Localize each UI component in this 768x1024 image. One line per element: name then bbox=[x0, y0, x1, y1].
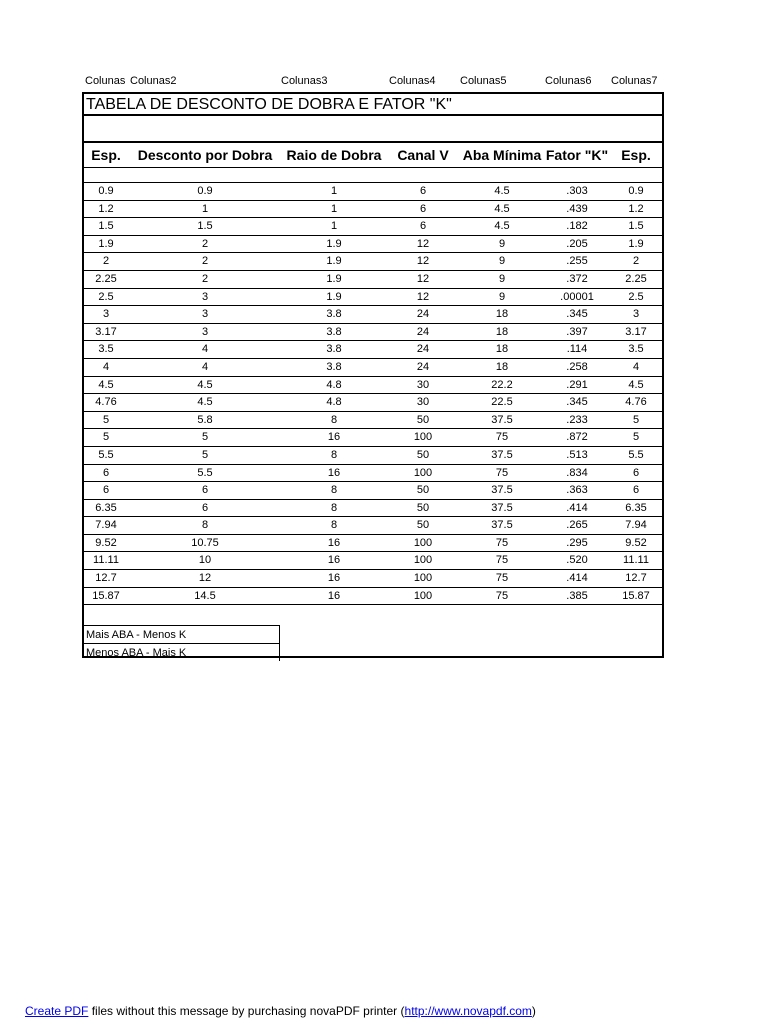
table-cell: .372 bbox=[566, 272, 588, 285]
table-cell: 4.76 bbox=[625, 396, 647, 409]
header-canal-v: Canal V bbox=[397, 147, 449, 163]
table-cell: 100 bbox=[413, 572, 433, 585]
table-cell: 75 bbox=[495, 572, 509, 585]
table-cell: .385 bbox=[566, 589, 588, 602]
table-cell: 37.5 bbox=[491, 413, 513, 426]
table-cell: 10.75 bbox=[191, 536, 219, 549]
table-row bbox=[84, 201, 662, 219]
table-cell: 1.2 bbox=[98, 202, 114, 215]
table-cell: 5 bbox=[201, 431, 209, 444]
table-cell: 24 bbox=[416, 360, 430, 373]
table-cell: 2 bbox=[201, 237, 209, 250]
table-cell: 12.7 bbox=[625, 572, 647, 585]
table-cell: .439 bbox=[566, 202, 588, 215]
table-cell: 1.5 bbox=[628, 220, 644, 233]
table-cell: 1.9 bbox=[628, 237, 644, 250]
table-cell: 12 bbox=[416, 237, 430, 250]
table-cell: 50 bbox=[416, 413, 430, 426]
table-cell: 4 bbox=[201, 343, 209, 356]
table-cell: 18 bbox=[495, 325, 509, 338]
table-cell: 1.5 bbox=[197, 220, 213, 233]
table-cell: 8 bbox=[330, 448, 338, 461]
table-cell: 100 bbox=[413, 431, 433, 444]
table-cell: 5 bbox=[102, 413, 110, 426]
table-cell: 30 bbox=[416, 378, 430, 391]
table-cell: 9.52 bbox=[95, 536, 117, 549]
table-cell: 3.17 bbox=[625, 325, 647, 338]
blank-row bbox=[84, 116, 662, 143]
create-pdf-link[interactable]: Create PDF bbox=[25, 1004, 89, 1018]
table-cell: 6 bbox=[201, 501, 209, 514]
notes bbox=[84, 625, 280, 661]
table-row bbox=[84, 341, 662, 359]
table-cell: 1.9 bbox=[326, 255, 342, 268]
table-cell: 1.9 bbox=[326, 237, 342, 250]
table-cell: 4.5 bbox=[197, 396, 213, 409]
table-row bbox=[84, 236, 662, 254]
table-cell: 9.52 bbox=[625, 536, 647, 549]
table-cell: 2.25 bbox=[95, 272, 117, 285]
table-cell: 10 bbox=[198, 554, 212, 567]
table-row bbox=[84, 253, 662, 271]
table-row bbox=[84, 377, 662, 395]
table-cell: 30 bbox=[416, 396, 430, 409]
table-cell: .205 bbox=[566, 237, 588, 250]
table-cell: 12 bbox=[416, 290, 430, 303]
table-cell: 8 bbox=[330, 501, 338, 514]
table-cell: 22.5 bbox=[491, 396, 513, 409]
table-cell: .872 bbox=[566, 431, 588, 444]
table-cell: .414 bbox=[566, 572, 588, 585]
column-header-label: Colunas2 bbox=[130, 75, 177, 87]
table-cell: 4.8 bbox=[326, 396, 342, 409]
table-cell: 1.2 bbox=[628, 202, 644, 215]
table-cell: .513 bbox=[566, 448, 588, 461]
table-row bbox=[84, 183, 662, 201]
table-row bbox=[84, 289, 662, 307]
table-cell: .303 bbox=[566, 185, 588, 197]
table-cell: .520 bbox=[566, 554, 588, 567]
table-cell: 7.94 bbox=[95, 519, 117, 532]
table-cell: 75 bbox=[495, 589, 509, 602]
table-cell: 18 bbox=[495, 360, 509, 373]
table-cell: 8 bbox=[330, 519, 338, 532]
table-row bbox=[84, 570, 662, 588]
table-cell: 9 bbox=[498, 237, 506, 250]
table-cell: 6.35 bbox=[95, 501, 117, 514]
header-fator-k: Fator "K" bbox=[545, 147, 609, 163]
table-cell: 3 bbox=[632, 308, 640, 321]
table-row bbox=[84, 447, 662, 465]
table-body bbox=[84, 182, 662, 605]
table-cell: 12.7 bbox=[95, 572, 117, 585]
table-cell: 8 bbox=[330, 413, 338, 426]
table-row bbox=[84, 412, 662, 430]
table-cell: 2.5 bbox=[628, 290, 644, 303]
table-row bbox=[84, 306, 662, 324]
table-cell: 5 bbox=[201, 448, 209, 461]
column-header-label: Colunas6 bbox=[545, 75, 592, 87]
table-cell: 50 bbox=[416, 484, 430, 497]
table-cell: 7.94 bbox=[625, 519, 647, 532]
table-cell: .834 bbox=[566, 466, 588, 479]
column-header-label: Colunas3 bbox=[281, 75, 328, 87]
table-cell: .397 bbox=[566, 325, 588, 338]
table-cell: .363 bbox=[566, 484, 588, 497]
table-cell: 100 bbox=[413, 536, 433, 549]
header-raio: Raio de Dobra bbox=[286, 147, 382, 163]
table-cell: 18 bbox=[495, 308, 509, 321]
column-header-label: Colunas7 bbox=[611, 75, 658, 87]
novapdf-link[interactable]: http://www.novapdf.com bbox=[404, 1004, 532, 1018]
table-cell: 6 bbox=[102, 484, 110, 497]
table-cell: 37.5 bbox=[491, 501, 513, 514]
table-cell: .182 bbox=[566, 220, 588, 233]
table-cell: 9 bbox=[498, 272, 506, 285]
table-cell: 37.5 bbox=[491, 448, 513, 461]
table-cell: 1.9 bbox=[326, 290, 342, 303]
note-menos-aba: Menos ABA - Mais K bbox=[84, 643, 280, 661]
table-cell: 24 bbox=[416, 343, 430, 356]
table-cell: 4.5 bbox=[197, 378, 213, 391]
table-cell: 5.8 bbox=[197, 413, 213, 426]
table-cell: 2.5 bbox=[98, 290, 114, 303]
header-desconto: Desconto por Dobra bbox=[137, 147, 273, 163]
table-cell: 9 bbox=[498, 290, 506, 303]
table-cell: 4.5 bbox=[494, 220, 510, 233]
table-cell: 6 bbox=[201, 484, 209, 497]
table-cell: 12 bbox=[416, 272, 430, 285]
table-row bbox=[84, 359, 662, 377]
table-cell: 3.8 bbox=[326, 325, 342, 338]
table-cell: 5 bbox=[102, 431, 110, 444]
table-cell: .255 bbox=[566, 255, 588, 268]
table-cell: 6 bbox=[632, 484, 640, 497]
table-cell: 75 bbox=[495, 536, 509, 549]
table-cell: 0.9 bbox=[197, 185, 213, 197]
table-cell: 3.5 bbox=[98, 343, 114, 356]
table-cell: 3.8 bbox=[326, 308, 342, 321]
table-cell: .291 bbox=[566, 378, 588, 391]
table-cell: 16 bbox=[327, 572, 341, 585]
table-cell: .233 bbox=[566, 413, 588, 426]
table-cell: .345 bbox=[566, 308, 588, 321]
table-cell: 50 bbox=[416, 448, 430, 461]
table-cell: 2 bbox=[632, 255, 640, 268]
table-cell: 6 bbox=[419, 202, 427, 215]
table-cell: .295 bbox=[566, 536, 588, 549]
table-row bbox=[84, 465, 662, 483]
table-cell: 2 bbox=[201, 272, 209, 285]
table-cell: 16 bbox=[327, 589, 341, 602]
table-cell: 5.5 bbox=[98, 448, 114, 461]
table-cell: 4.5 bbox=[628, 378, 644, 391]
table-cell: 3 bbox=[201, 325, 209, 338]
table-title: TABELA DE DESCONTO DE DOBRA E FATOR "K" bbox=[84, 94, 662, 116]
table-cell: .00001 bbox=[560, 290, 594, 303]
table-cell: 6 bbox=[419, 185, 427, 197]
table-cell: 1.9 bbox=[326, 272, 342, 285]
footer-text-end: ) bbox=[531, 1004, 536, 1018]
table-cell: 16 bbox=[327, 554, 341, 567]
table-cell: 5.5 bbox=[628, 448, 644, 461]
table-row bbox=[84, 535, 662, 553]
table-cell: .114 bbox=[566, 343, 588, 356]
table-cell: 2 bbox=[201, 255, 209, 268]
table-cell: 0.9 bbox=[98, 185, 114, 197]
table-row bbox=[84, 271, 662, 289]
table-cell: 6 bbox=[419, 220, 427, 233]
table-cell: 16 bbox=[327, 466, 341, 479]
table-cell: 18 bbox=[495, 343, 509, 356]
table-cell: 1.5 bbox=[98, 220, 114, 233]
table-cell: 5 bbox=[632, 431, 640, 444]
header-aba-minima: Aba Mínima bbox=[462, 147, 542, 163]
table-cell: 5 bbox=[632, 413, 640, 426]
table-cell: 3 bbox=[102, 308, 110, 321]
table-cell: 11.11 bbox=[623, 554, 649, 567]
table-cell: .345 bbox=[566, 396, 588, 409]
table-cell: 2 bbox=[102, 255, 110, 268]
table-row bbox=[84, 500, 662, 518]
table-cell: 4.5 bbox=[98, 378, 114, 391]
table-cell: 100 bbox=[413, 589, 433, 602]
table-cell: .414 bbox=[566, 501, 588, 514]
table-cell: 15.87 bbox=[92, 589, 120, 602]
table-cell: 6 bbox=[632, 466, 640, 479]
table-cell: 75 bbox=[495, 431, 509, 444]
table-cell: 100 bbox=[413, 554, 433, 567]
table-row bbox=[84, 429, 662, 447]
table-cell: 12 bbox=[198, 572, 212, 585]
table-cell: 3 bbox=[201, 308, 209, 321]
table-cell: 16 bbox=[327, 536, 341, 549]
table-cell: 12 bbox=[416, 255, 430, 268]
table-row bbox=[84, 394, 662, 412]
table-cell: 4.8 bbox=[326, 378, 342, 391]
table-cell: 4 bbox=[632, 360, 640, 373]
column-header-label: Colunas4 bbox=[389, 75, 436, 87]
table-cell: 100 bbox=[413, 466, 433, 479]
table-cell: 1 bbox=[330, 185, 338, 197]
table-cell: 9 bbox=[498, 255, 506, 268]
table-cell: 15.87 bbox=[622, 589, 650, 602]
table-cell: 4.76 bbox=[95, 396, 117, 409]
table-row bbox=[84, 324, 662, 342]
table-cell: 1.9 bbox=[98, 237, 114, 250]
table-cell: 3.8 bbox=[326, 343, 342, 356]
footer bbox=[25, 1004, 536, 1018]
table-row bbox=[84, 482, 662, 500]
table-row bbox=[84, 552, 662, 570]
table-cell: 14.5 bbox=[194, 589, 216, 602]
header-esp-2: Esp. bbox=[621, 147, 651, 163]
discount-table bbox=[82, 92, 664, 658]
table-row bbox=[84, 218, 662, 236]
table-cell: 75 bbox=[495, 554, 509, 567]
table-cell: 4 bbox=[201, 360, 209, 373]
table-cell: 2.25 bbox=[625, 272, 647, 285]
table-cell: 0.9 bbox=[628, 185, 644, 197]
table-cell: 16 bbox=[327, 431, 341, 444]
table-cell: .265 bbox=[566, 519, 588, 532]
table-cell: 24 bbox=[416, 325, 430, 338]
table-cell: 6 bbox=[102, 466, 110, 479]
table-cell: 4 bbox=[102, 360, 110, 373]
column-header-label: Colunas5 bbox=[460, 75, 507, 87]
table-row bbox=[84, 588, 662, 606]
table-cell: 24 bbox=[416, 308, 430, 321]
table-cell: 6.35 bbox=[625, 501, 647, 514]
table-cell: 22.2 bbox=[491, 378, 513, 391]
table-cell: 75 bbox=[495, 466, 509, 479]
table-cell: 1 bbox=[201, 202, 209, 215]
table-cell: 3.17 bbox=[95, 325, 117, 338]
table-cell: 8 bbox=[330, 484, 338, 497]
table-cell: 1 bbox=[330, 220, 338, 233]
table-row bbox=[84, 517, 662, 535]
table-cell: .258 bbox=[566, 360, 588, 373]
table-cell: 50 bbox=[416, 519, 430, 532]
table-cell: 3.5 bbox=[628, 343, 644, 356]
table-cell: 4.5 bbox=[494, 185, 510, 197]
column-header-label: Colunas bbox=[85, 75, 126, 87]
table-cell: 11.11 bbox=[93, 554, 119, 567]
footer-text: files without this message by purchasing novaPDF printer ( bbox=[88, 1004, 405, 1018]
table-cell: 50 bbox=[416, 501, 430, 514]
table-cell: 37.5 bbox=[491, 519, 513, 532]
table-header-row bbox=[84, 143, 662, 168]
header-esp: Esp. bbox=[91, 147, 121, 163]
table-cell: 4.5 bbox=[494, 202, 510, 215]
table-cell: 1 bbox=[330, 202, 338, 215]
table-cell: 3.8 bbox=[326, 360, 342, 373]
note-mais-aba: Mais ABA - Menos K bbox=[84, 625, 280, 643]
table-cell: 5.5 bbox=[197, 466, 213, 479]
table-cell: 8 bbox=[201, 519, 209, 532]
table-cell: 37.5 bbox=[491, 484, 513, 497]
table-cell: 3 bbox=[201, 290, 209, 303]
